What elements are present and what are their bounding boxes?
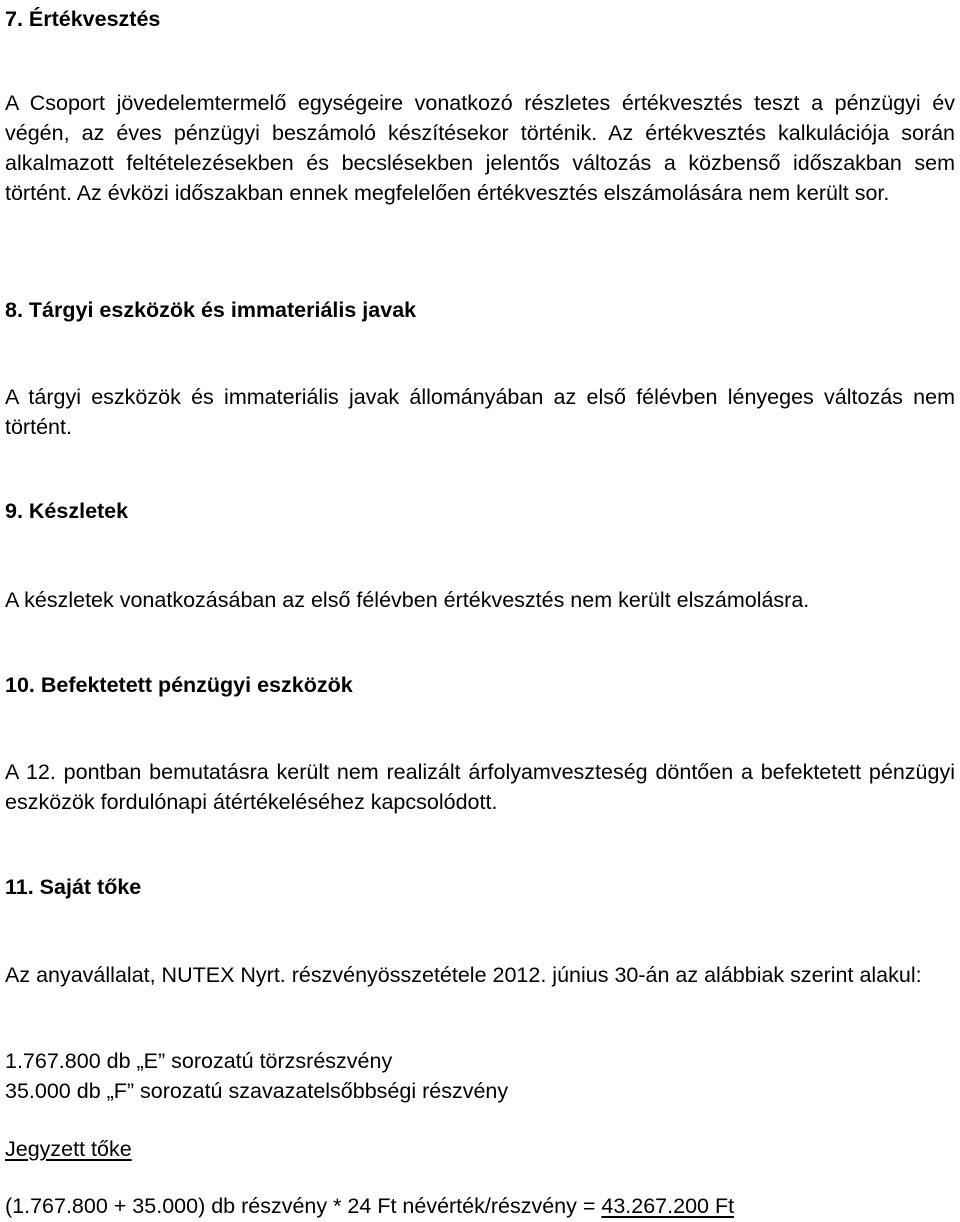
section-8-body: A tárgyi eszközök és immateriális javak állományában az első félévben lényeges változás nem történt. [5,385,955,439]
section-11-heading: 11. Saját tőke [5,875,142,899]
section-9-body: A készletek vonatkozásában az első félévben értékvesztés nem került elszámolásra. [5,588,810,612]
section-7-body: A Csoport jövedelemtermelő egységeire vonatkozó részletes értékvesztés teszt a pénzügyi év végén, az éves pénzügyi beszámoló készítésekor történik. Az értékvesztés kalkulációja során alkalmazott feltételezésekben és becslésekben jelentős változás a közbenső időszakban sem történt. Az évközi időszakban ennek megfelelően értékvesztés elszámolására nem került sor. [5,91,955,205]
section-11-body: Az anyavállalat, NUTEX Nyrt. részvényösszetétele 2012. június 30-án az alábbiak szerint alakul: [5,963,922,987]
capital-result-value: 43.267.200 Ft [601,1194,735,1218]
section-10-body: A 12. pontban bemutatásra került nem realizált árfolyamveszteség döntően a befektetett pénzügyi eszközök fordulónapi átértékeléséhez kapcsolódott. [5,760,955,814]
shares-series-f-line: 35.000 db „F” sorozatú szavazatelsőbbségi részvény [5,1079,509,1103]
section-8-heading: 8. Tárgyi eszközök és immateriális javak [5,298,417,322]
capital-formula-text: (1.767.800 + 35.000) db részvény * 24 Ft névérték/részvény = [5,1194,602,1218]
section-9-heading: 9. Készletek [5,499,129,523]
section-7-heading: 7. Értékvesztés [5,7,161,31]
shares-series-e-line: 1.767.800 db „E” sorozatú törzsrészvény [5,1049,393,1073]
registered-capital-label: Jegyzett tőke [5,1137,132,1161]
registered-capital-formula [5,1191,734,1221]
section-10-heading: 10. Befektetett pénzügyi eszközök [5,673,353,697]
